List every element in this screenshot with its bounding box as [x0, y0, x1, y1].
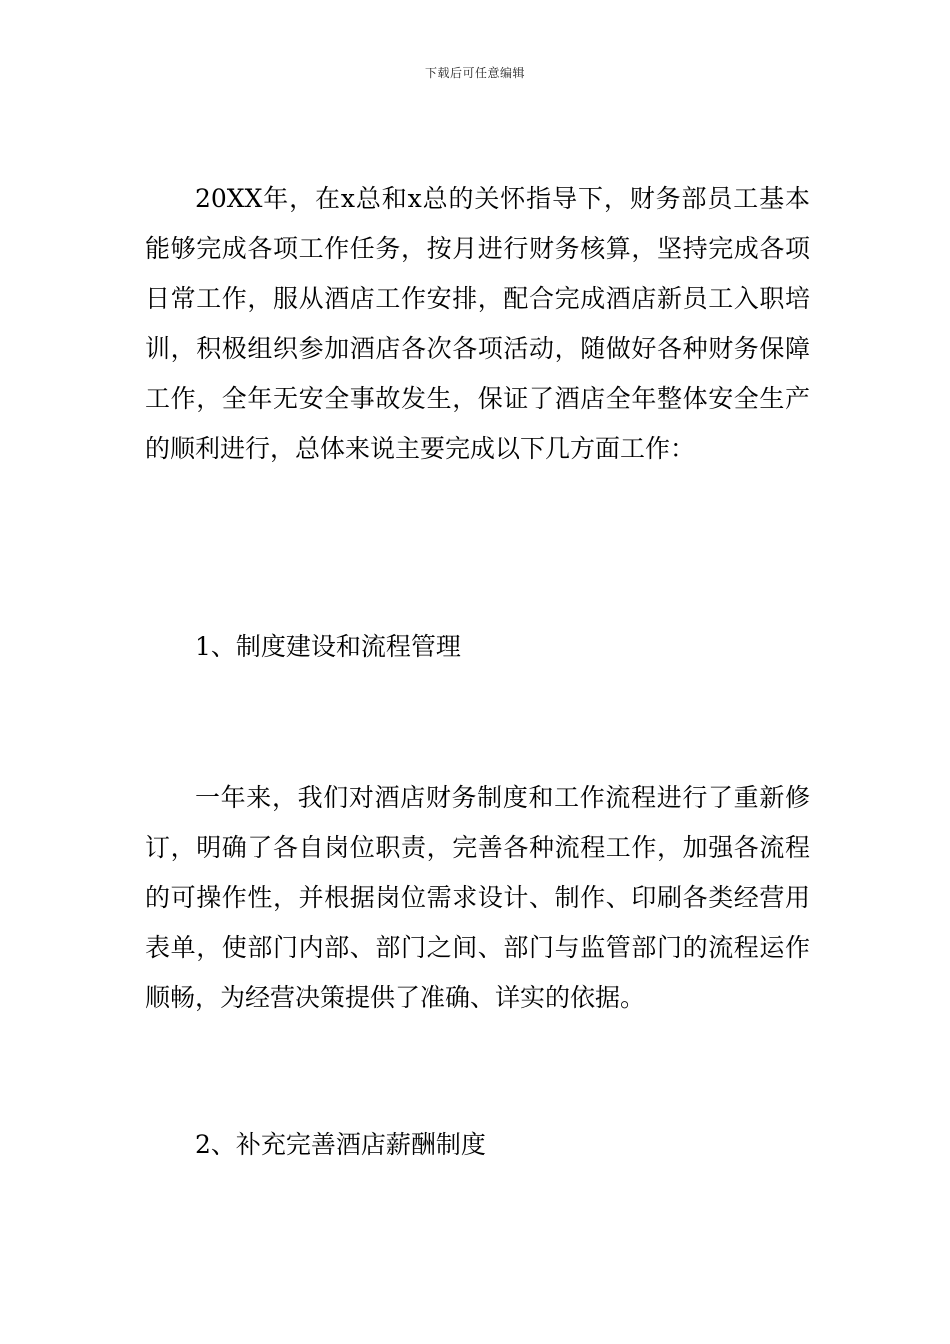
section-heading-1: 1、制度建设和流程管理 — [195, 632, 461, 661]
section-heading-2: 2、补充完善酒店薪酬制度 — [195, 1130, 486, 1159]
body-paragraph-intro: 20XX年，在x总和x总的关怀指导下，财务部员工基本能够完成各项工作任务，按月进行财务核算，坚持完成各项日常工作，服从酒店工作安排，配合完成酒店新员工入职培训，积极组织参加酒店各次各项活动，随做好各种财务保障工作，全年无安全事故发生，保证了酒店全年整体安全生产的顺利进行，总体来说主要完成以下几方面工作： — [145, 184, 810, 463]
body-paragraph-section-1: 一年来，我们对酒店财务制度和工作流程进行了重新修订，明确了各自岗位职责，完善各种流程工作，加强各流程的可操作性，并根据岗位需求设计、制作、印刷各类经营用表单，使部门内部、部门之间、部门与监管部门的流程运作顺畅，为经营决策提供了准确、详实的依据。 — [145, 783, 810, 1012]
header-note: 下载后可任意编辑 — [424, 66, 525, 80]
